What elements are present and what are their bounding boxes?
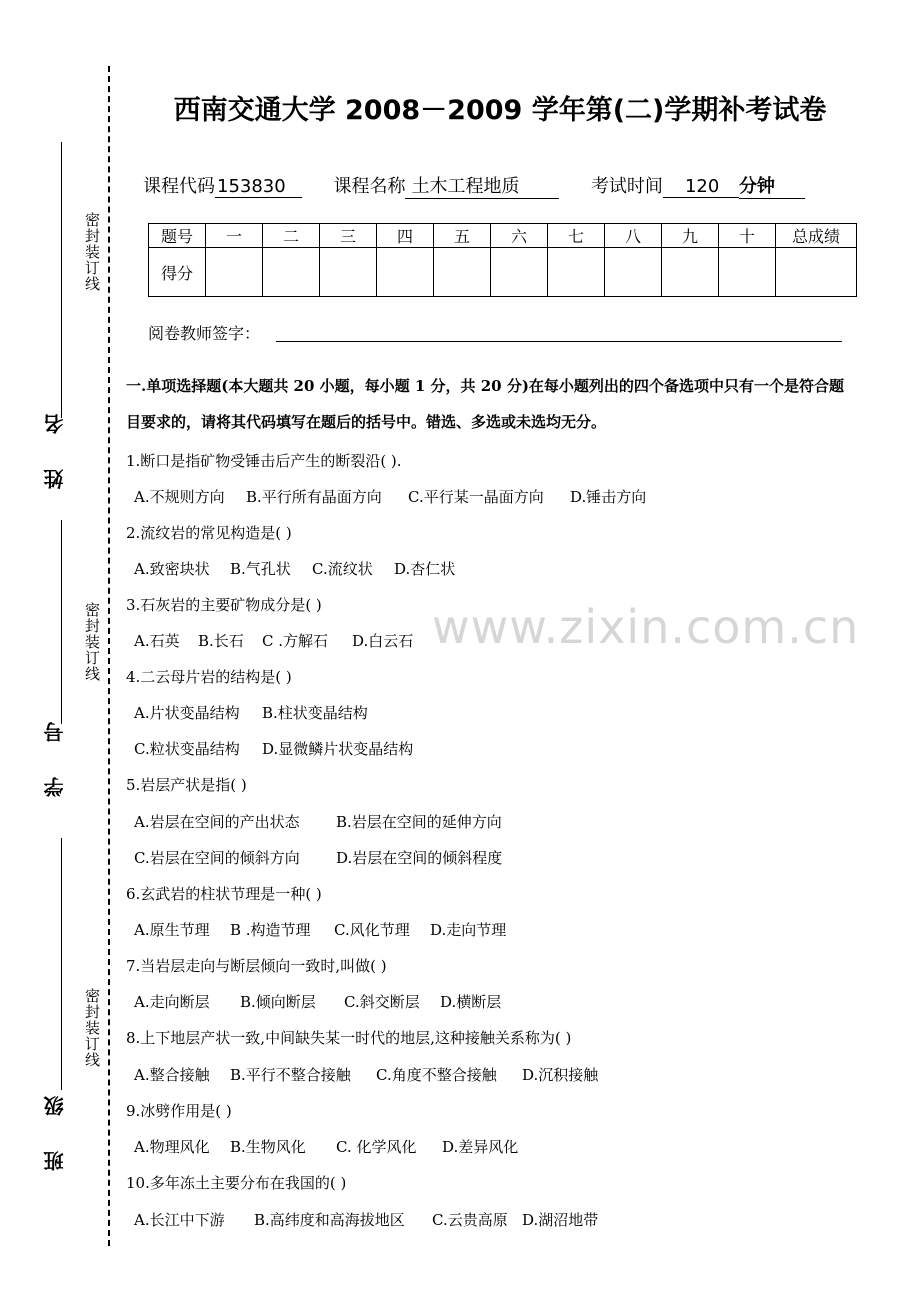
grader-signature-label: 阅卷教师签字：	[148, 324, 261, 343]
option: A.物理风化	[134, 1138, 210, 1156]
question-9-options	[134, 1136, 518, 1157]
option: A.原生节理	[134, 921, 210, 939]
score-cell	[206, 248, 263, 297]
watermark: www.zixin.com.cn	[432, 600, 860, 654]
option: A.走向断层	[134, 993, 210, 1011]
exam-title: 西南交通大学 2008－2009 学年第(二)学期补考试卷	[173, 95, 827, 126]
score-cell	[491, 248, 548, 297]
option: A.片状变晶结构	[134, 704, 240, 722]
score-cell	[776, 248, 857, 297]
option: B.生物风化	[230, 1138, 306, 1156]
score-header-cell: 四	[377, 224, 434, 248]
option: B.长石	[198, 632, 244, 650]
score-cell	[719, 248, 776, 297]
score-header-cell: 一	[206, 224, 263, 248]
score-header-cell: 九	[662, 224, 719, 248]
question-10: 10.多年冻土主要分布在我国的( )	[126, 1174, 347, 1192]
option: D.横断层	[440, 993, 502, 1011]
question-7-options	[134, 991, 501, 1012]
question-6: 6.玄武岩的柱状节理是一种( )	[126, 885, 322, 903]
course-code-label: 课程代码	[143, 176, 215, 197]
section1-heading-line2: 目要求的，请将其代码填写在题后的括号中。错选、多选或未选均无分。	[126, 413, 607, 431]
question-6-options	[134, 919, 506, 940]
score-header-cell: 题号	[149, 224, 206, 248]
score-cell	[263, 248, 320, 297]
score-header-cell: 十	[719, 224, 776, 248]
exam-time-unit: 分钟	[739, 172, 805, 199]
question-2: 2.流纹岩的常见构造是( )	[126, 524, 292, 542]
option: A.不规则方向	[134, 488, 225, 506]
option: A.致密块状	[134, 560, 210, 578]
option: D.差异风化	[442, 1138, 519, 1156]
option: C .方解石	[262, 632, 329, 650]
option: C.云贵高原	[432, 1211, 508, 1229]
score-table-header-row	[149, 224, 857, 248]
score-cell	[605, 248, 662, 297]
seal-line-label-3: 密封装订线	[83, 988, 101, 1068]
option: A.长江中下游	[134, 1211, 225, 1229]
question-5: 5.岩层产状是指( )	[126, 776, 247, 794]
option: B.高纬度和高海拔地区	[254, 1211, 405, 1229]
score-cell	[548, 248, 605, 297]
score-header-cell: 六	[491, 224, 548, 248]
score-header-cell: 总成绩	[776, 224, 857, 248]
score-header-cell: 七	[548, 224, 605, 248]
score-table	[148, 223, 857, 297]
option: C.角度不整合接触	[376, 1066, 497, 1084]
question-3: 3.石灰岩的主要矿物成分是( )	[126, 596, 322, 614]
question-7: 7.当岩层走向与断层倾向一致时,叫做( )	[126, 957, 387, 975]
question-4-options-row1	[134, 702, 368, 723]
question-2-options	[134, 558, 455, 579]
option: D.杏仁状	[394, 560, 456, 578]
option: D.沉积接触	[522, 1066, 599, 1084]
exam-time-label: 考试时间	[590, 176, 663, 197]
course-code-value: 153830	[215, 176, 302, 198]
score-header-cell: 三	[320, 224, 377, 248]
section1-heading-line1: 一.单项选择题(本大题共 20 小题，每小题 1 分，共 20 分)在每小题列出的四个备选项中只有一个是符合题	[126, 377, 844, 395]
option: C. 化学风化	[336, 1138, 417, 1156]
score-cell	[377, 248, 434, 297]
question-3-options	[134, 630, 413, 651]
option: A.整合接触	[134, 1066, 210, 1084]
option: D.湖沼地带	[522, 1211, 599, 1229]
id-underline	[61, 520, 62, 724]
student-id-label: 学 号	[43, 708, 67, 797]
score-header-cell: 八	[605, 224, 662, 248]
score-header-cell: 五	[434, 224, 491, 248]
score-table-score-row	[149, 248, 857, 297]
question-4: 4.二云母片岩的结构是( )	[126, 668, 292, 686]
option: D.锤击方向	[570, 488, 647, 506]
question-4-options-row2	[134, 738, 413, 759]
exam-time-value: 120	[663, 176, 739, 198]
score-cell	[662, 248, 719, 297]
option: B.平行不整合接触	[230, 1066, 351, 1084]
question-1-options	[134, 486, 646, 507]
option: C.平行某一晶面方向	[408, 488, 544, 506]
score-cell	[320, 248, 377, 297]
option: D.走向节理	[430, 921, 507, 939]
course-name-label: 课程名称	[333, 176, 406, 197]
question-9: 9.冰劈作用是( )	[126, 1102, 232, 1120]
option: A.岩层在空间的产出状态	[134, 813, 300, 831]
binding-dashed-line	[108, 66, 110, 1246]
course-name-value: 土木工程地质	[405, 172, 559, 199]
option: B.平行所有晶面方向	[246, 488, 382, 506]
score-row-label: 得分	[149, 248, 206, 297]
option: B.气孔状	[230, 560, 291, 578]
question-8-options	[134, 1064, 598, 1085]
seal-line-label-2: 密封装订线	[83, 602, 101, 682]
option: C.粒状变晶结构	[134, 740, 240, 758]
option: D.岩层在空间的倾斜程度	[336, 849, 503, 867]
question-8: 8.上下地层产状一致,中间缺失某一时代的地层,这种接触关系称为( )	[126, 1029, 572, 1047]
option: A.石英	[134, 632, 180, 650]
score-cell	[434, 248, 491, 297]
option: B .构造节理	[230, 921, 311, 939]
name-underline	[61, 142, 62, 418]
score-header-cell: 二	[263, 224, 320, 248]
option: C.风化节理	[334, 921, 410, 939]
name-label: 姓 名	[43, 400, 67, 489]
question-10-options	[134, 1209, 598, 1230]
question-1: 1.断口是指矿物受锤击后产生的断裂沿( ).	[126, 452, 402, 470]
option: C.斜交断层	[344, 993, 420, 1011]
option: B.倾向断层	[240, 993, 316, 1011]
grader-signature-line	[276, 341, 842, 342]
question-5-options-row1	[134, 811, 502, 832]
option: D.显微鳞片状变晶结构	[262, 740, 414, 758]
class-label: 班 级	[43, 1082, 67, 1171]
seal-line-label-1: 密封装订线	[83, 212, 101, 292]
option: C.岩层在空间的倾斜方向	[134, 849, 300, 867]
question-5-options-row2	[134, 847, 502, 868]
class-underline	[61, 838, 62, 1090]
option: B.岩层在空间的延伸方向	[336, 813, 502, 831]
option: B.柱状变晶结构	[262, 704, 368, 722]
option: D.白云石	[352, 632, 414, 650]
course-info-row	[143, 172, 805, 199]
option: C.流纹状	[312, 560, 373, 578]
